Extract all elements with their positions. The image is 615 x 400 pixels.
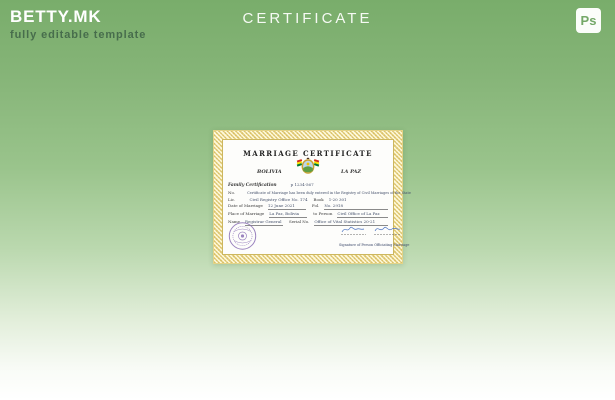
certificate-country: BOLIVIA (257, 169, 282, 175)
bolivia-coat-of-arms-icon (296, 156, 320, 175)
handwritten-signature-icon (339, 224, 403, 237)
field-row: Date of Marriage 12 June 2021 Fol. No. 2918 (228, 204, 388, 210)
field-row: Lic. Civil Registry Office No. 174 Book 1-20 301 (228, 196, 347, 202)
certificate-title: MARRIAGE CERTIFICATE (243, 149, 373, 158)
page-title: CERTIFICATE (242, 10, 373, 27)
registry-seal-icon (228, 221, 257, 251)
field-row: Name Registrar General Serial No. Office of Vital Statistics 20-21 (228, 220, 388, 226)
signature-block (339, 224, 410, 247)
photoshop-badge-label: Ps (580, 13, 597, 28)
brand-tagline: fully editable template (10, 29, 147, 41)
photoshop-badge-icon (576, 8, 601, 33)
certificate-city: LA PAZ (340, 169, 361, 175)
field-row: Place of Marriage La Paz, Bolivia to Person Civil Office of La Paz (228, 212, 388, 218)
signature-caption: Signature of Person Officiating Marriage (339, 243, 410, 247)
field-row: Family Certification p 1234-567 (228, 182, 314, 188)
field-row: No. Certificate of Marriage has been duly entered in the Registry of Civil Marriages of the State (228, 189, 411, 195)
certificate-inner (222, 139, 411, 255)
certificate-preview (213, 130, 411, 264)
brand-logo: BETTY.MK (10, 7, 102, 26)
